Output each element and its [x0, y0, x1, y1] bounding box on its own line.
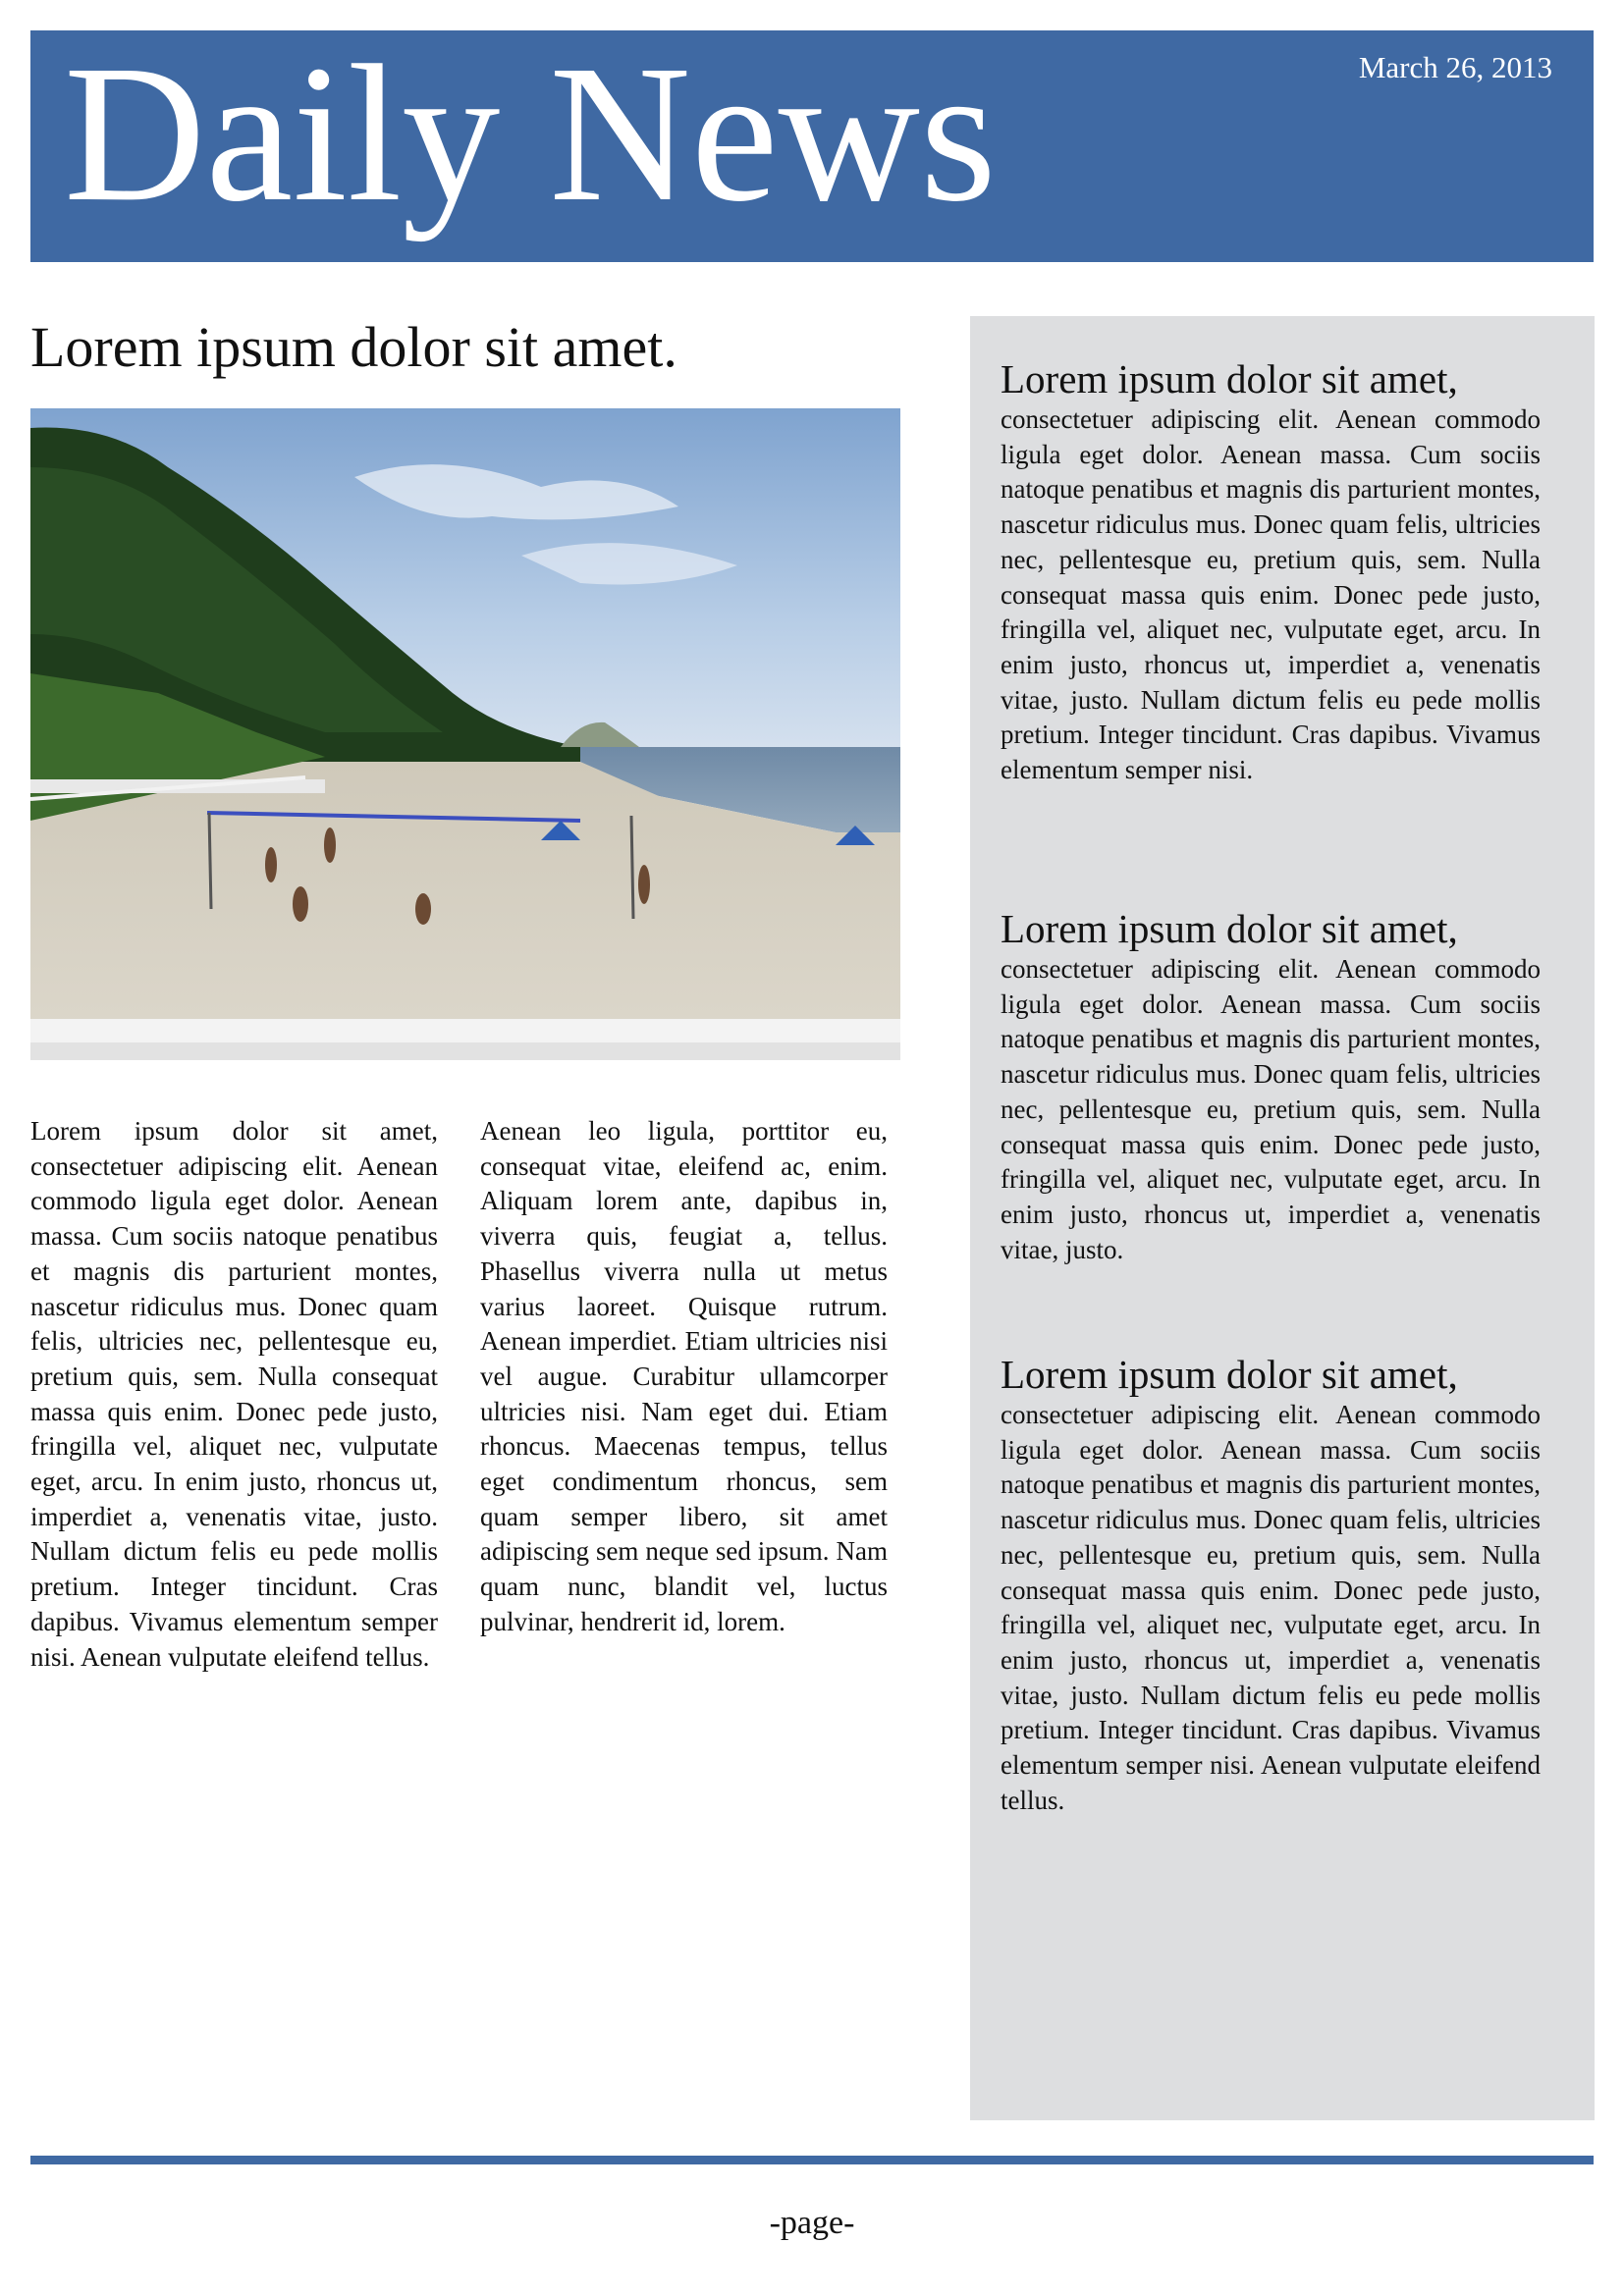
sidebar-story	[1001, 905, 1541, 1267]
main-article-column-1: Lorem ipsum dolor sit amet, consectetuer adipiscing elit. Aenean commodo ligula eget dolor. Aenean massa. Cum sociis natoque penatibus et magnis dis parturient montes, nascetur ridiculus mus. Donec quam felis, ultricies nec, pellentesque eu, pretium quis, sem. Nulla consequat massa quis enim. Donec pede justo, fringilla vel, aliquet nec, vulputate eget, arcu. In enim justo, rhoncus ut, imperdiet a, venenatis vitae, justo. Nullam dictum felis eu pede mollis pretium. Integer tincidunt. Cras dapibus. Vivamus elementum semper nisi. Aenean vulputate eleifend tellus.	[30, 1116, 438, 1672]
sidebar-story	[1001, 355, 1541, 788]
beach-photo	[30, 408, 900, 1060]
page-label: -page-	[769, 2205, 855, 2241]
sidebar-story-body: consectetuer adipiscing elit. Aenean commodo ligula eget dolor. Aenean massa. Cum sociis natoque penatibus et magnis dis parturient montes, nascetur ridiculus mus. Donec quam felis, ultricies nec, pellentesque eu, pretium quis, sem. Nulla consequat massa quis enim. Donec pede justo, fringilla vel, aliquet nec, vulputate eget, arcu. In enim justo, rhoncus ut, imperdiet a, venenatis vitae, justo. Nullam dictum felis eu pede mollis pretium. Integer tincidunt. Cras dapibus. Vivamus elementum semper nisi.	[1001, 404, 1541, 785]
sidebar-story-body: consectetuer adipiscing elit. Aenean commodo ligula eget dolor. Aenean massa. Cum sociis natoque penatibus et magnis dis parturient montes, nascetur ridiculus mus. Donec quam felis, ultricies nec, pellentesque eu, pretium quis, sem. Nulla consequat massa quis enim. Donec pede justo, fringilla vel, aliquet nec, vulputate eget, arcu. In enim justo, rhoncus ut, imperdiet a, venenatis vitae, justo.	[1001, 954, 1541, 1264]
masthead	[30, 26, 1594, 262]
sidebar	[970, 316, 1595, 2120]
sidebar-story-heading: Lorem ipsum dolor sit amet,	[1001, 1352, 1458, 1397]
main-article-column-2: Aenean leo ligula, porttitor eu, consequat vitae, eleifend ac, enim. Aliquam lorem ante, dapibus in, viverra quis, feugiat a, tellus. Phasellus viverra nulla ut metus varius laoreet. Quisque rutrum. Aenean imperdiet. Etiam ultricies nisi vel augue. Curabitur ullamcorper ultricies nisi. Nam eget dui. Etiam rhoncus. Maecenas tempus, tellus eget condimentum rhoncus, sem quam semper libero, sit amet adipiscing sem neque sed ipsum. Nam quam nunc, blandit vel, luctus pulvinar, hendrerit id, lorem.	[480, 1116, 888, 1636]
footer-rule	[30, 2156, 1594, 2164]
sidebar-story-body: consectetuer adipiscing elit. Aenean commodo ligula eget dolor. Aenean massa. Cum sociis natoque penatibus et magnis dis parturient montes, nascetur ridiculus mus. Donec quam felis, ultricies nec, pellentesque eu, pretium quis, sem. Nulla consequat massa quis enim. Donec pede justo, fringilla vel, aliquet nec, vulputate eget, arcu. In enim justo, rhoncus ut, imperdiet a, venenatis vitae, justo. Nullam dictum felis eu pede mollis pretium. Integer tincidunt. Cras dapibus. Vivamus elementum semper nisi. Aenean vulputate eleifend tellus.	[1001, 1400, 1541, 1815]
publication-date: March 26, 2013	[1358, 50, 1552, 84]
masthead-title: Daily News	[64, 26, 997, 242]
sidebar-story-heading: Lorem ipsum dolor sit amet,	[1001, 356, 1458, 401]
main-headline: Lorem ipsum dolor sit amet.	[30, 315, 677, 379]
sidebar-story-heading: Lorem ipsum dolor sit amet,	[1001, 906, 1458, 951]
foreground-railing	[30, 1019, 900, 1042]
sidebar-story	[1001, 1351, 1541, 1818]
